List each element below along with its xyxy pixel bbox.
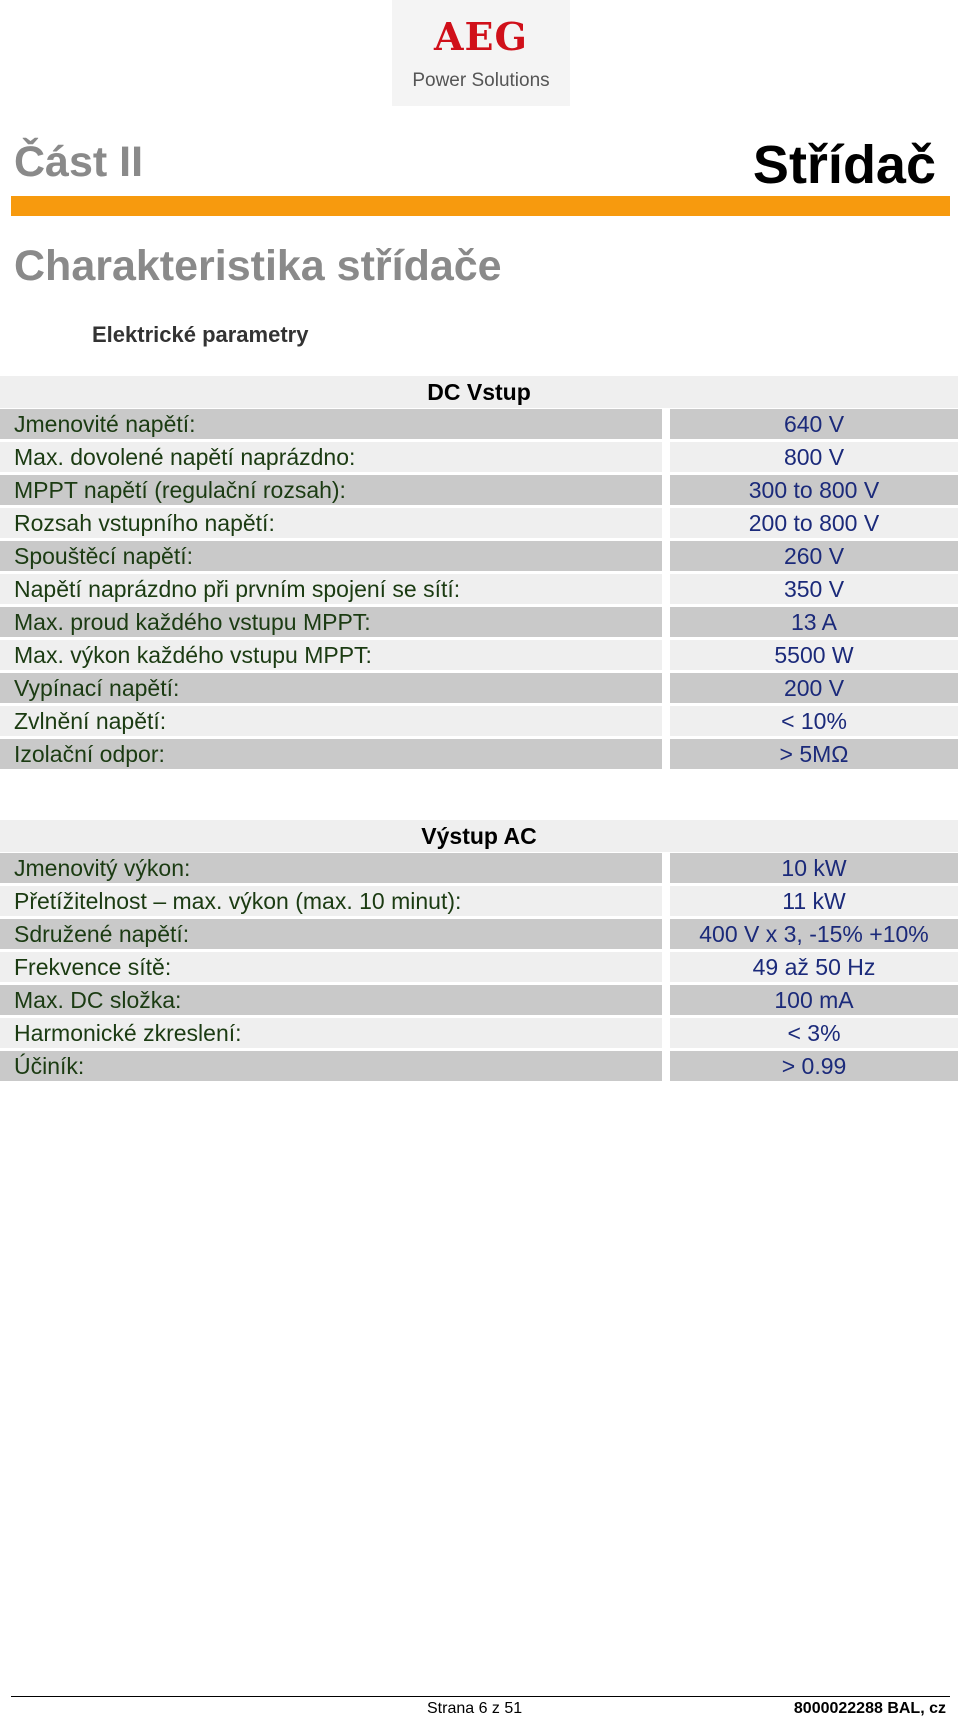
dc-input-row	[0, 508, 960, 541]
dc-input-table	[0, 376, 960, 772]
ac-output-row	[0, 1018, 960, 1051]
dc-input-param-label: Jmenovité napětí:	[0, 409, 662, 439]
ac-output-param-value: < 3%	[670, 1018, 958, 1048]
ac-output-param-value: 400 V x 3, -15% +10%	[670, 919, 958, 949]
dc-input-row	[0, 442, 960, 475]
subsection-title: Elektrické parametry	[92, 322, 309, 347]
dc-input-param-label: Zvlnění napětí:	[0, 706, 662, 736]
logo-brand: AEG	[434, 14, 528, 59]
dc-input-rows	[0, 409, 960, 772]
footer-page-number: Strana 6 z 51	[427, 1700, 523, 1717]
ac-output-param-value: 11 kW	[670, 886, 958, 916]
dc-input-row	[0, 706, 960, 739]
dc-input-param-value: < 10%	[670, 706, 958, 736]
dc-input-param-value: 640 V	[670, 409, 958, 439]
part-label: Část II	[14, 138, 144, 186]
dc-input-param-label: Rozsah vstupního napětí:	[0, 508, 662, 538]
ac-output-row	[0, 886, 960, 919]
dc-input-param-value: 200 V	[670, 673, 958, 703]
ac-output-row	[0, 853, 960, 886]
dc-input-row	[0, 673, 960, 706]
dc-input-param-value: 300 to 800 V	[670, 475, 958, 505]
dc-input-param-value: 200 to 800 V	[670, 508, 958, 538]
dc-input-param-value: > 5MΩ	[670, 739, 958, 769]
ac-output-param-label: Jmenovitý výkon:	[0, 853, 662, 883]
dc-input-param-label: Max. dovolené napětí naprázdno:	[0, 442, 662, 472]
dc-input-param-label: Izolační odpor:	[0, 739, 662, 769]
ac-output-param-value: > 0.99	[670, 1051, 958, 1081]
footer-document-id: 8000022288 BAL, cz	[793, 1700, 946, 1717]
dc-input-param-label: Vypínací napětí:	[0, 673, 662, 703]
part-title: Střídač	[752, 135, 936, 195]
dc-input-row	[0, 475, 960, 508]
dc-input-row	[0, 640, 960, 673]
dc-input-heading: DC Vstup	[0, 376, 958, 408]
ac-output-param-label: Přetížitelnost – max. výkon (max. 10 minut):	[0, 886, 662, 916]
ac-output-row	[0, 919, 960, 952]
ac-output-row	[0, 952, 960, 985]
ac-output-param-label: Harmonické zkreslení:	[0, 1018, 662, 1048]
footer-divider	[11, 1696, 950, 1697]
ac-output-row	[0, 985, 960, 1018]
ac-output-param-label: Frekvence sítě:	[0, 952, 662, 982]
ac-output-param-label: Max. DC složka:	[0, 985, 662, 1015]
dc-input-param-value: 13 A	[670, 607, 958, 637]
ac-output-param-value: 100 mA	[670, 985, 958, 1015]
header-accent-bar	[11, 196, 950, 216]
ac-output-param-label: Sdružené napětí:	[0, 919, 662, 949]
ac-output-param-value: 10 kW	[670, 853, 958, 883]
dc-input-row	[0, 574, 960, 607]
dc-input-row	[0, 409, 960, 442]
ac-output-heading: Výstup AC	[0, 820, 958, 852]
dc-input-param-label: Max. výkon každého vstupu MPPT:	[0, 640, 662, 670]
logo-subtitle: Power Solutions	[412, 70, 550, 91]
dc-input-param-label: MPPT napětí (regulační rozsah):	[0, 475, 662, 505]
dc-input-param-value: 350 V	[670, 574, 958, 604]
dc-input-param-value: 260 V	[670, 541, 958, 571]
company-logo	[392, 0, 570, 106]
ac-output-table	[0, 820, 960, 1084]
dc-input-row	[0, 739, 960, 772]
ac-output-param-label: Účiník:	[0, 1051, 662, 1081]
section-title: Charakteristika střídače	[14, 242, 502, 290]
dc-input-param-value: 5500 W	[670, 640, 958, 670]
dc-input-param-label: Spouštěcí napětí:	[0, 541, 662, 571]
ac-output-rows	[0, 853, 960, 1084]
dc-input-param-label: Napětí naprázdno při prvním spojení se sítí:	[0, 574, 662, 604]
dc-input-row	[0, 541, 960, 574]
dc-input-param-value: 800 V	[670, 442, 958, 472]
dc-input-param-label: Max. proud každého vstupu MPPT:	[0, 607, 662, 637]
dc-input-row	[0, 607, 960, 640]
ac-output-param-value: 49 až 50 Hz	[670, 952, 958, 982]
ac-output-row	[0, 1051, 960, 1084]
